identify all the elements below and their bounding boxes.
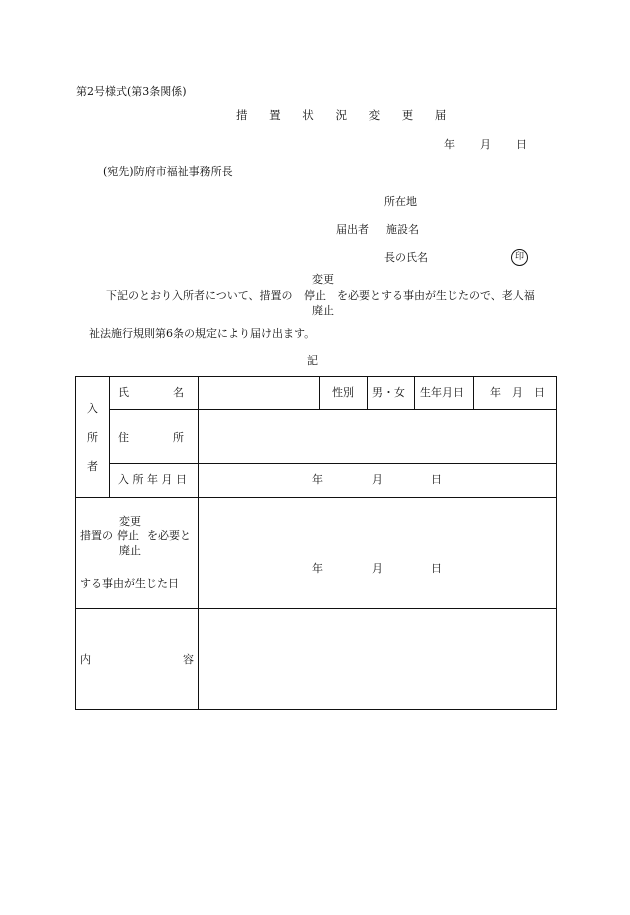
option-abolish: 廃止 xyxy=(312,304,334,317)
admission-date-year[interactable]: 年 xyxy=(312,473,323,486)
content-label-left: 内 xyxy=(80,653,91,666)
table-line xyxy=(75,709,557,710)
table-line xyxy=(473,376,474,409)
gender-label: 性別 xyxy=(332,386,354,399)
reason-option-abolish: 廃止 xyxy=(119,544,141,557)
location-label: 所在地 xyxy=(384,195,417,208)
reason-option-stop: 停止 xyxy=(117,529,139,542)
resident-table xyxy=(75,376,557,710)
resident-label-char: 者 xyxy=(87,460,98,473)
table-line xyxy=(367,376,368,409)
gender-options[interactable]: 男・女 xyxy=(372,386,405,399)
resident-label-char: 入 xyxy=(87,402,98,415)
paragraph-line1-after: を必要とする事由が生じたので、老人福 xyxy=(337,289,535,302)
birthdate-value[interactable]: 年 月 日 xyxy=(490,386,545,399)
addressee: (宛先)防府市福祉事務所長 xyxy=(103,165,233,178)
reason-option-change: 変更 xyxy=(119,515,141,528)
facility-name-label: 施設名 xyxy=(386,223,419,236)
table-line xyxy=(319,376,320,409)
form-number: 第2号様式(第3条関係) xyxy=(76,85,187,98)
paragraph-line1-before: 下記のとおり入所者について、措置の xyxy=(106,289,293,302)
notifier-label: 届出者 xyxy=(336,223,369,236)
paragraph-line2: 祉法施行規則第6条の規定により届け出ます。 xyxy=(89,327,316,340)
head-name-label: 長の氏名 xyxy=(384,251,428,264)
table-line xyxy=(414,376,415,409)
address-label: 住 所 xyxy=(118,431,184,444)
reason-line2: する事由が生じた日 xyxy=(80,577,179,590)
table-line xyxy=(556,376,557,710)
header-date-day: 日 xyxy=(516,138,527,151)
table-line xyxy=(75,497,557,498)
reason-line1-before: 措置の xyxy=(80,529,113,542)
content-field[interactable] xyxy=(199,609,556,709)
seal-mark: 印 xyxy=(511,249,528,266)
reason-date-day[interactable]: 日 xyxy=(431,562,442,575)
content-label-right: 容 xyxy=(183,653,194,666)
admission-date-month[interactable]: 月 xyxy=(372,473,383,486)
option-stop: 停止 xyxy=(304,289,326,302)
option-change: 変更 xyxy=(312,273,334,286)
page-title: 措 置 状 況 変 更 届 xyxy=(236,108,456,122)
address-field[interactable] xyxy=(199,410,556,463)
name-label: 氏 名 xyxy=(118,386,184,399)
table-line xyxy=(109,463,557,464)
admission-date-label: 入 所 年 月 日 xyxy=(118,473,187,486)
header-date-month: 月 xyxy=(480,138,491,151)
birthdate-label: 生年月日 xyxy=(420,386,464,399)
header-date-year: 年 xyxy=(444,138,455,151)
table-line xyxy=(75,376,76,710)
reason-line1-after: を必要と xyxy=(147,529,191,542)
reason-date-month[interactable]: 月 xyxy=(372,562,383,575)
admission-date-day[interactable]: 日 xyxy=(431,473,442,486)
table-line xyxy=(109,376,110,497)
resident-label-char: 所 xyxy=(87,431,98,444)
ki-heading: 記 xyxy=(307,354,318,367)
reason-date-year[interactable]: 年 xyxy=(312,562,323,575)
name-field[interactable] xyxy=(199,377,319,409)
